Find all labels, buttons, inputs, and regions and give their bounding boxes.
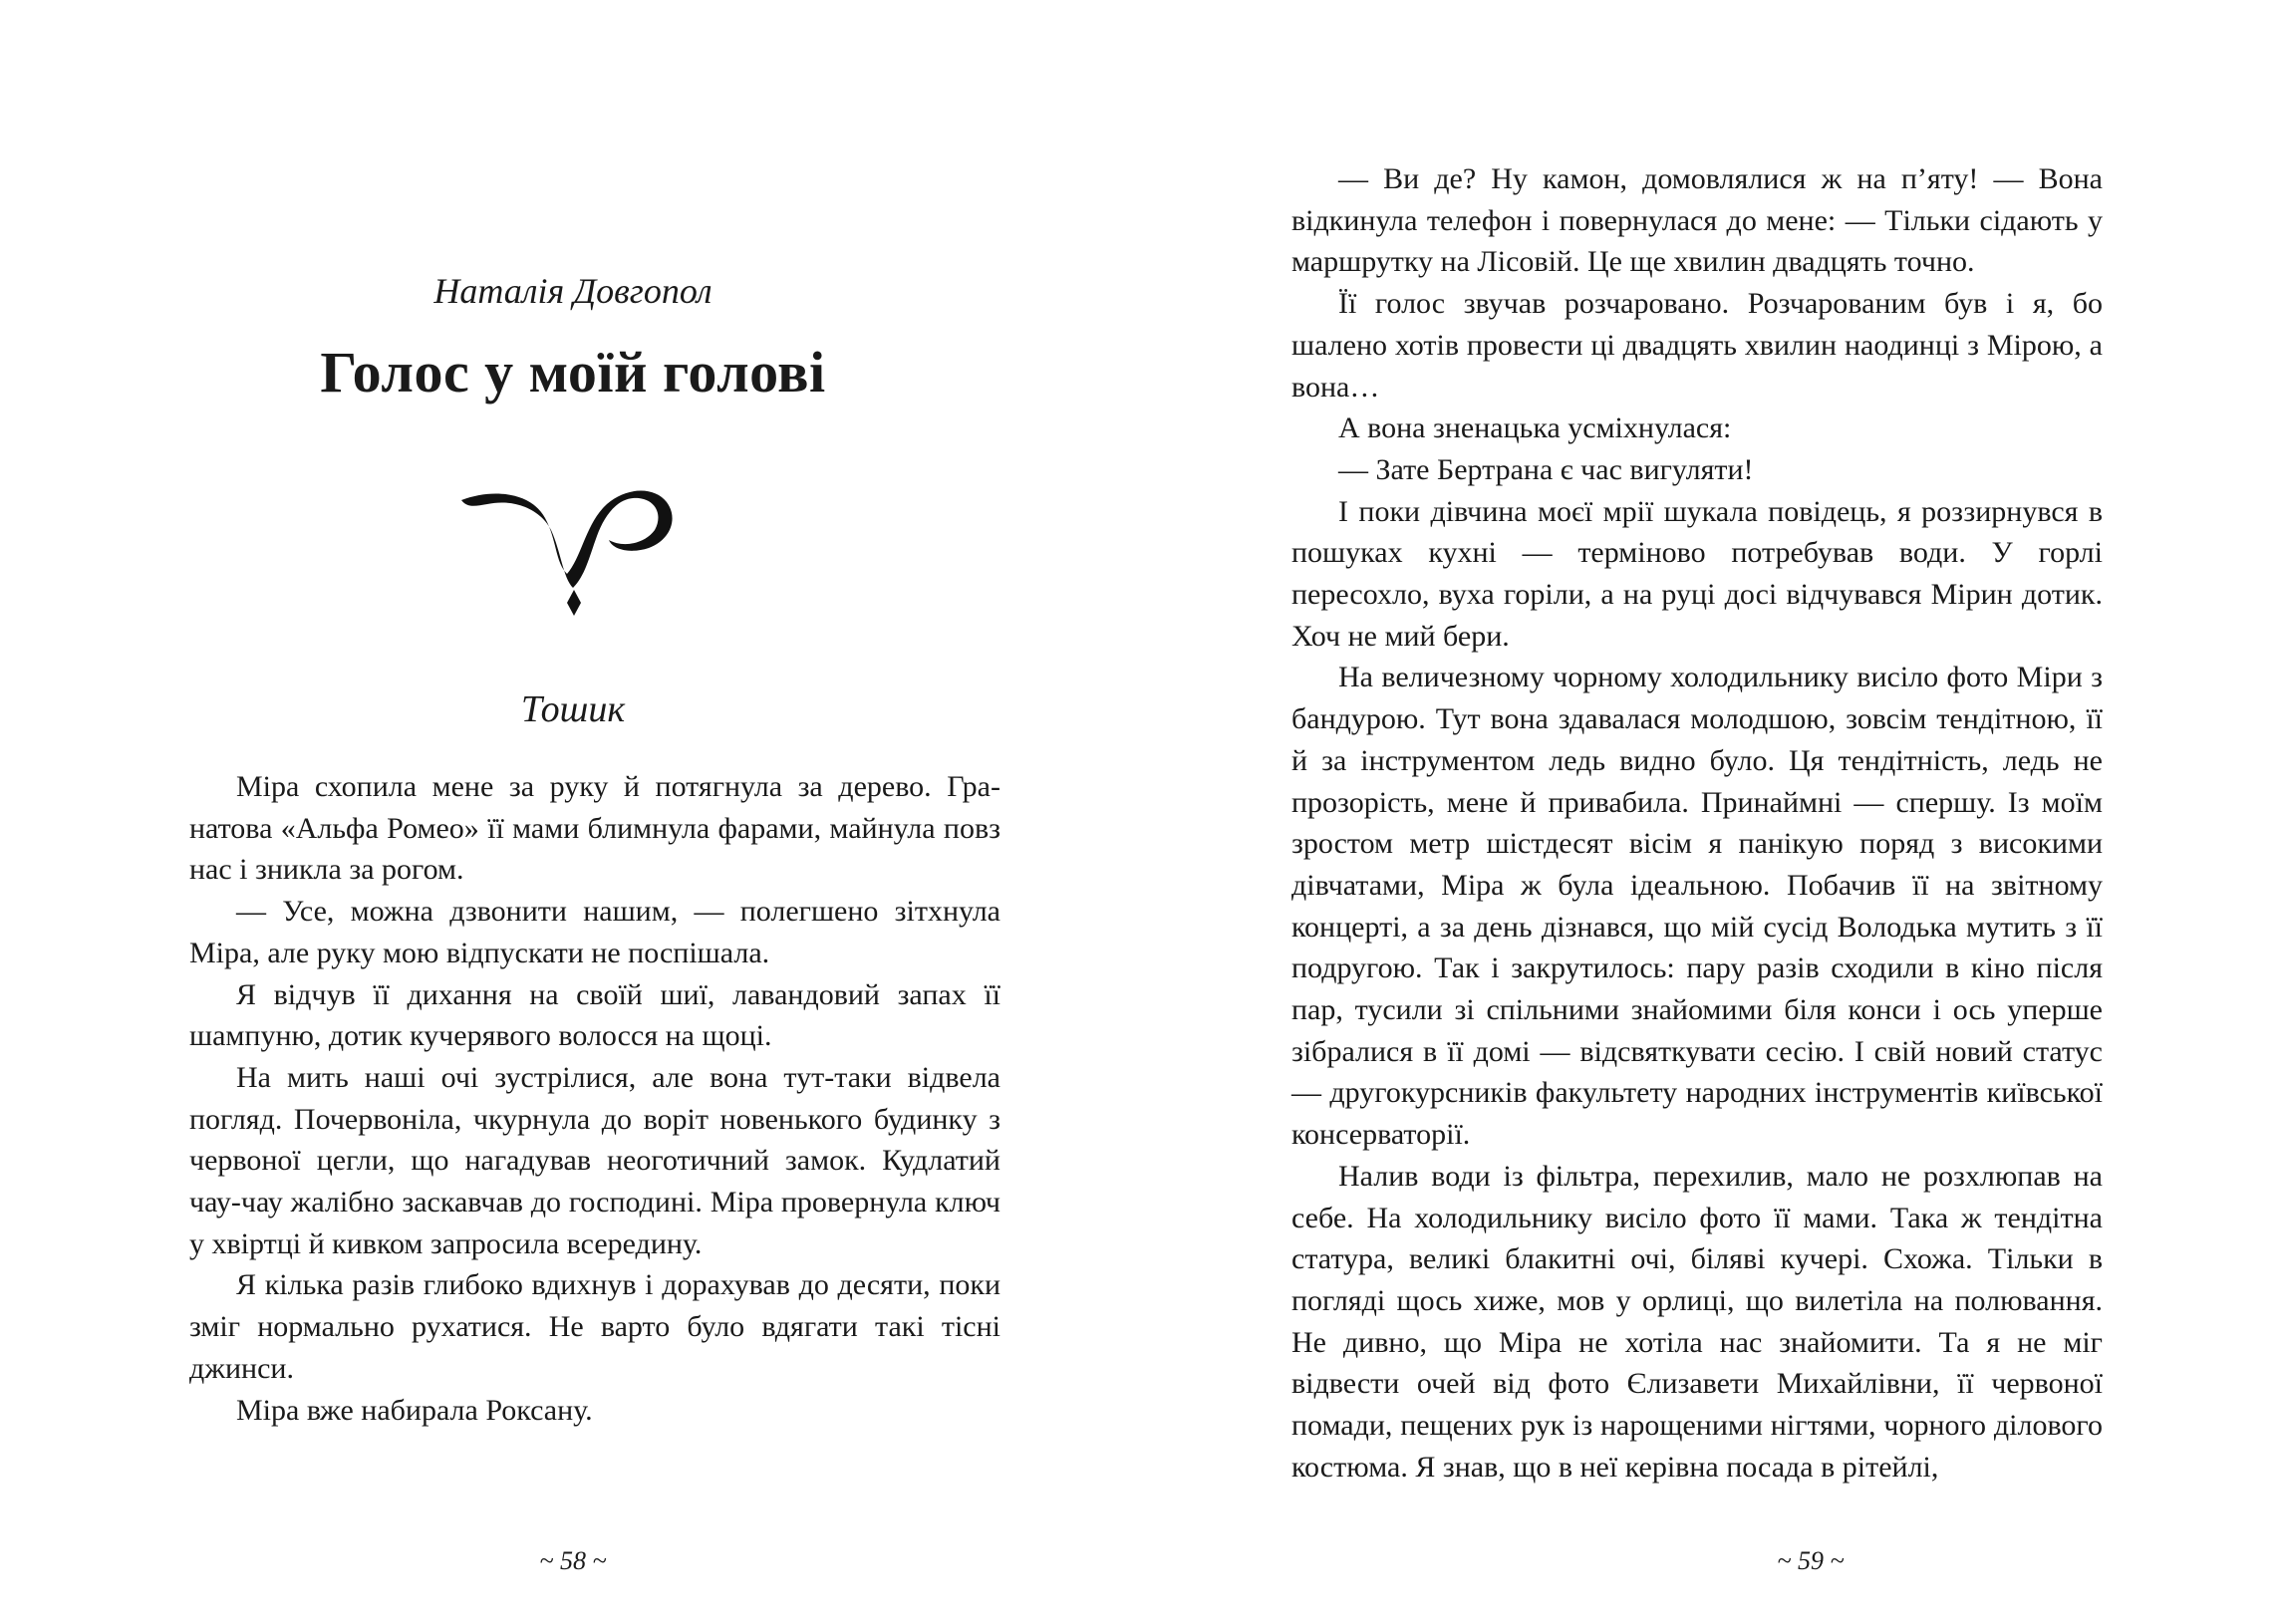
right-page-text [1291, 158, 2103, 1489]
author-name: Наталія Довгопол [433, 271, 712, 311]
paragraph: — Усе, можна дзвонити нашим, — полегшено зітхнула Міра, але руку мою відпускати не поспішала. [189, 895, 1000, 969]
paragraph: Налив води із фільтра, перехилив, мало не розхлюпав на себе. На холодильнику висіло фото її мами. Така ж тендітна статура, великі блакитні очі, біляві кучері. Схожа. Тільки в погляді щось хиже, мов у орлиці, що вилетіла на полювання. Не дивно, що Міра не хотіла нас знайомити. Та я не міг відвести очей від фото Єлизавети Михайлівни, її червоної помади, пещених рук із нарощеними нігтями, чорного ділового костюма. Я знав, що в неї керівна посада в рітейлі, [1291, 1159, 2103, 1484]
paragraph: — Ви де? Ну камон, домовлялися ж на п’яту! — Вона відкинула телефон і повернулася до мене: — Тільки сідають у маршрутку на Лісовій. Це ще хвилин двадцять точно. [1291, 162, 2103, 279]
paragraph: Я відчув її дихання на своїй шиї, лавандовий запах її шампуню, дотик кучерявого волосся на щоці. [189, 977, 1000, 1053]
paragraph: І поки дівчина моєї мрії шукала повідець, я роззирнувся в пошуках кухні — терміново потребував води. У горлі пересохло, вуха горіли, а на руці досі відчувався Мірин дотик. Хоч не мий бери. [1291, 494, 2103, 653]
paragraph: На мить наші очі зустрілися, але вона тут-таки відвела погляд. Почервоніла, чкурнула до воріт новенького будинку з червоної цегли, що нагадував неоготичний замок. Кудлатий чау-чау жалібно заскавчав до господині. Міра провернула ключ у хвіртці й кивком запросила всередину. [189, 1060, 1000, 1260]
paragraph: Міра вже набирала Роксану. [236, 1393, 593, 1427]
paragraph: Я кілька разів глибоко вдихнув і дорахував до десяти, поки зміг нормально рухатися. Не варто було вдягати такі тісні джинси. [189, 1268, 1000, 1385]
chapter-title: Голос у моїй голові [320, 340, 826, 405]
right-page [1140, 0, 2280, 1624]
paragraph: Її голос звучав розчаровано. Розчарованим був і я, бо шалено хотів провести ці двадцять хвилин наодинці з Мірою, а вона… [1291, 287, 2103, 404]
page-number: ~ 58 ~ [539, 1546, 607, 1575]
paragraph: На величезному чорному холодильнику висіло фото Міри з бандурою. Тут вона здавалася молодшою, зовсім тендітною, її й за інструментом ледь видно було. Ця тендітність, ледь не прозорість, мене й привабила. Принаймні — спершу. Із моїм зростом метр шістдесят вісім я панікую поряд з високими дівчатами, Міра ж була ідеальною. Побачив її на звітному концерті, а за день дізнався, що мій сусід Володька мутить з її подругою. Так і закрутилось: пару разів сходили в кіно після пар, тусили зі спільними знайомими біля конси і ось уперше зібралися в її домі — відсвяткувати сесію. І свій новий статус — другокурсників факультету народних інструментів київської консерваторії. [1291, 661, 2103, 1152]
calligraphic-flourish-icon [453, 478, 693, 618]
section-title: Тошик [520, 688, 626, 730]
left-page-text [189, 766, 1000, 1431]
paragraph: Міра схопила мене за руку й потягнула за дерево. Гранатова «Альфа Ромео» її мами блимнула фарами, майнула повз нас і зникла за рогом. [189, 770, 1000, 887]
paragraph: — Зате Бертрана є час вигуляти! [1338, 452, 1754, 486]
paragraph: А вона зненацька усміхнулася: [1338, 411, 1732, 445]
page-number: ~ 59 ~ [1777, 1546, 1845, 1575]
